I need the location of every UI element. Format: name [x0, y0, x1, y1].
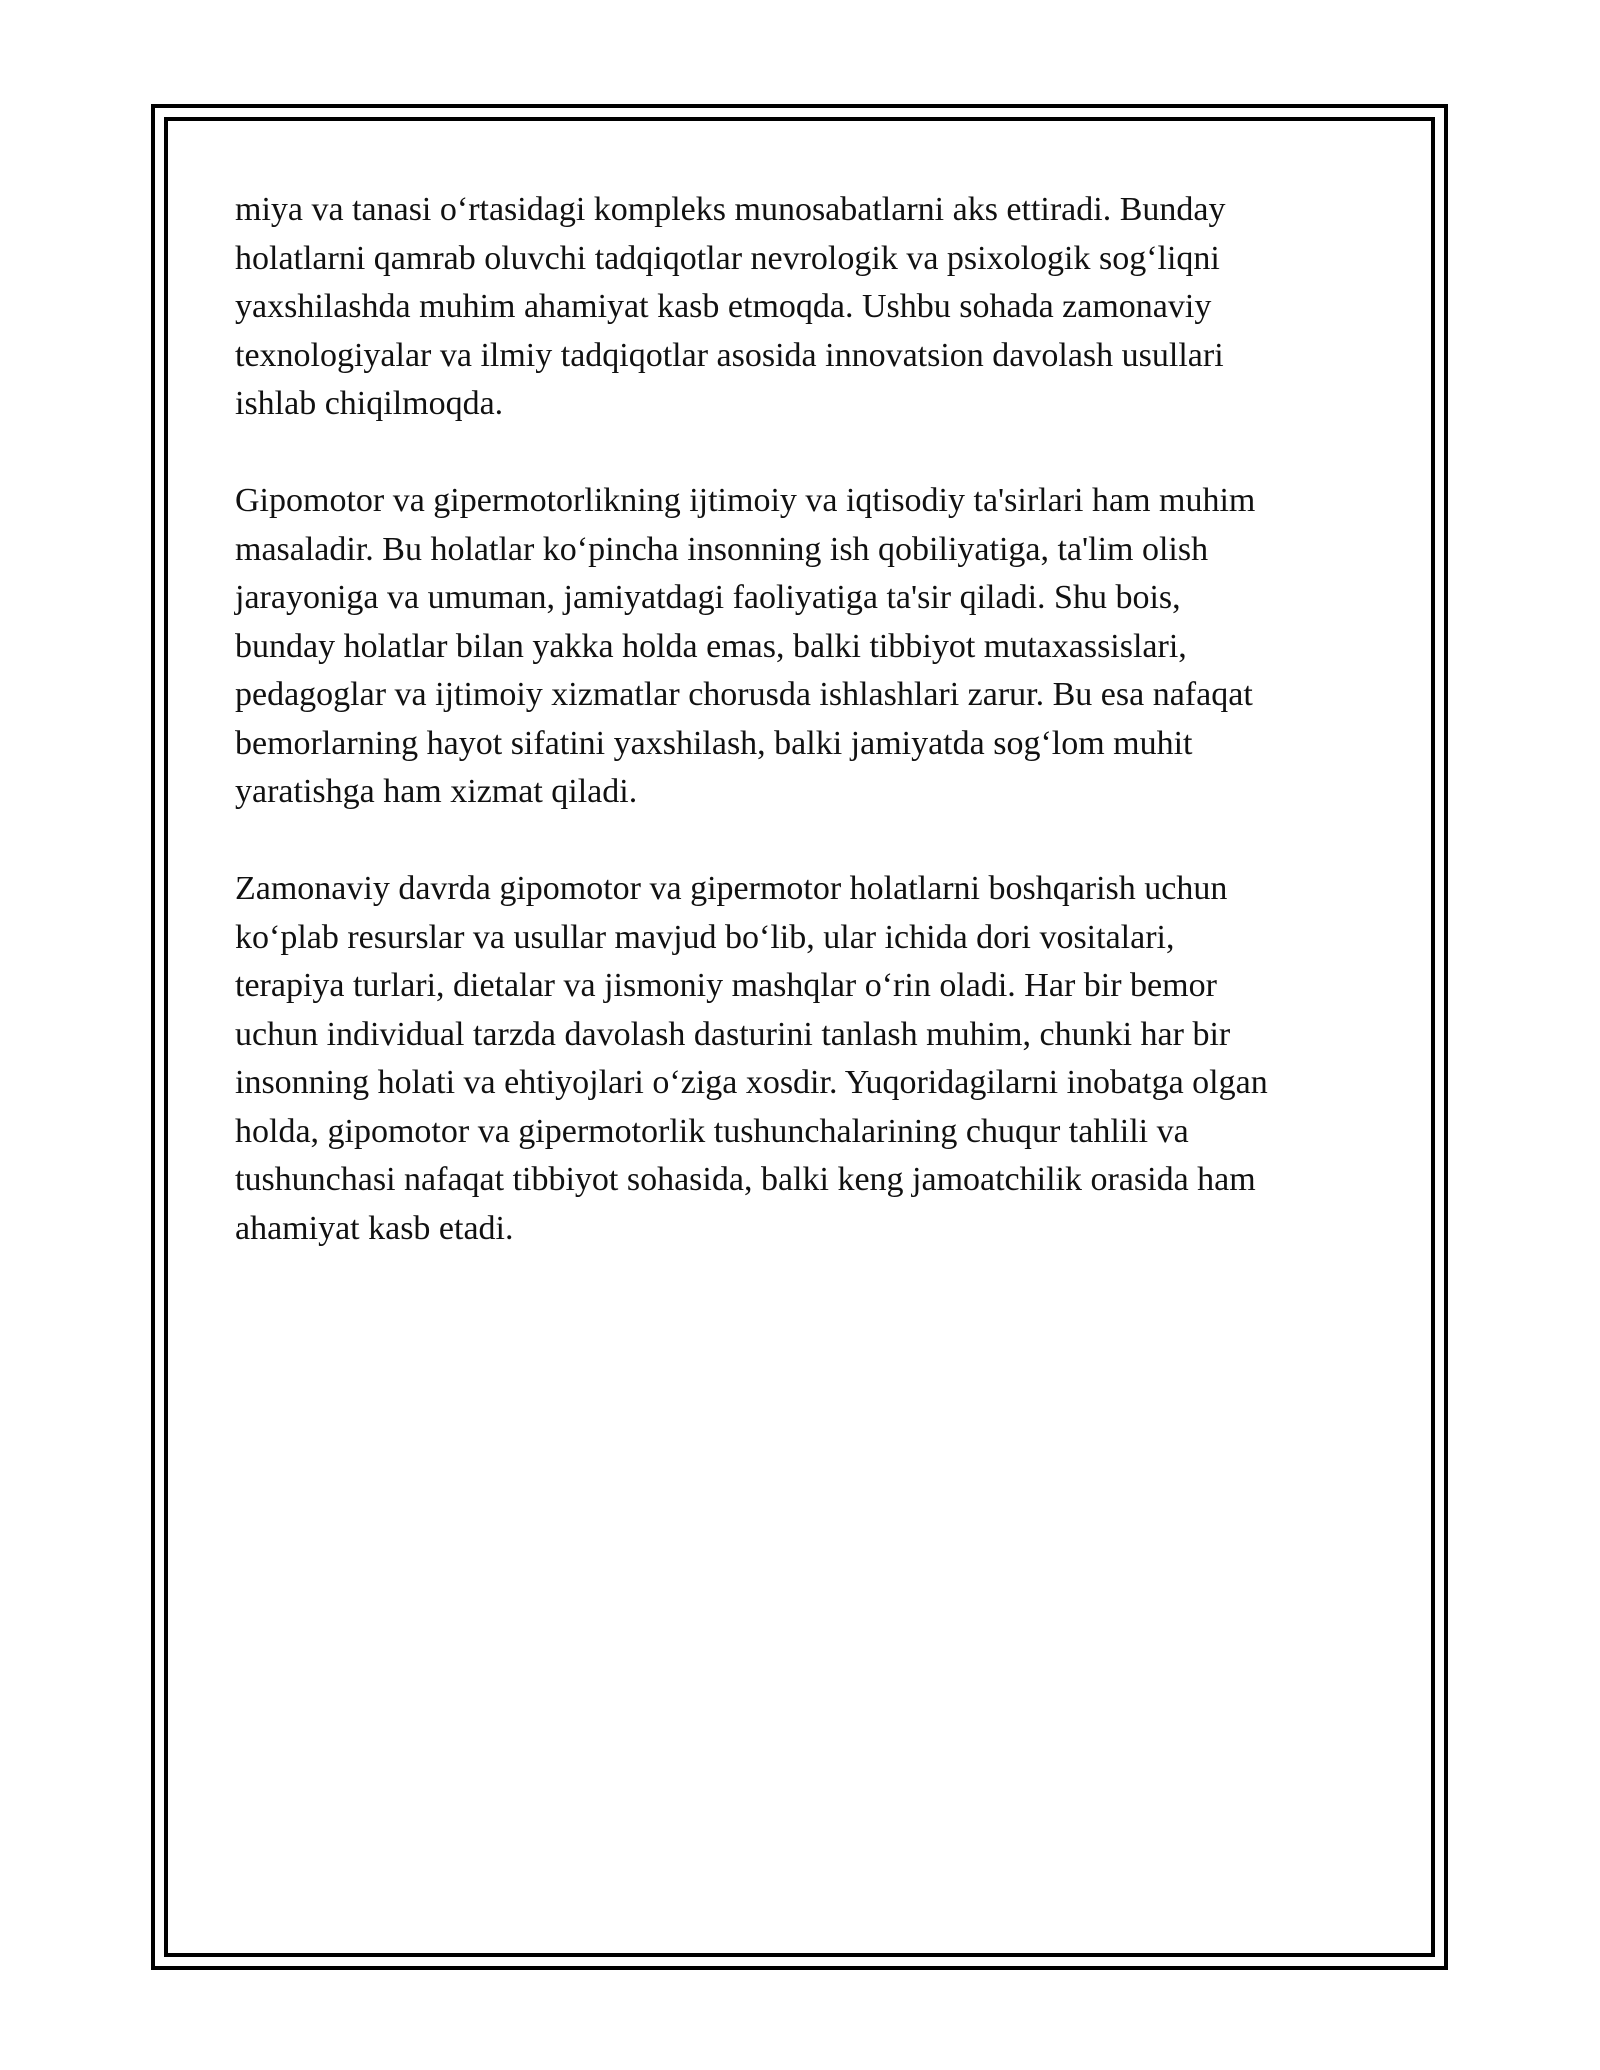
paragraph-3	[235, 865, 1365, 1253]
text-line: pedagoglar va ijtimoiy xizmatlar chorusda ishlashlari zarur. Bu esa nafaqat	[235, 676, 1253, 713]
text-line: texnologiyalar va ilmiy tadqiqotlar asosida innovatsion davolash usullari	[235, 336, 1224, 374]
text-line: uchun individual tarzda davolash dasturini tanlash muhim, chunki har bir	[235, 1015, 1231, 1053]
text-line: Gipomotor va gipermotorlikning ijtimoiy va iqtisodiy ta'sirlari ham muhim	[235, 482, 1256, 519]
paragraph-2	[235, 477, 1365, 817]
text-line: masaladir. Bu holatlar ko‘pincha insonning ish qobiliyatiga, ta'lim olish	[235, 530, 1209, 568]
paragraph-1	[235, 186, 1365, 429]
text-line: bemorlarning hayot sifatini yaxshilash, balki jamiyatda sog‘lom muhit	[235, 724, 1193, 762]
text-line: insonning holati va ehtiyojlari o‘ziga xosdir. Yuqoridagilarni inobatga olgan	[235, 1064, 1268, 1101]
text-line: ishlab chiqilmoqda.	[235, 385, 504, 422]
text-line: holda, gipomotor va gipermotorlik tushunchalarining chuqur tahlili va	[235, 1112, 1189, 1150]
text-line: Zamonaviy davrda gipomotor va gipermotor holatlarni boshqarish uchun	[235, 870, 1228, 907]
document-body	[235, 186, 1365, 1302]
text-line: miya va tanasi o‘rtasidagi kompleks munosabatlarni aks ettiradi. Bunday	[235, 191, 1226, 228]
text-line: holatlarni qamrab oluvchi tadqiqotlar nevrologik va psixologik sog‘liqni	[235, 239, 1220, 277]
text-line: ko‘plab resurslar va usullar mavjud bo‘lib, ular ichida dori vositalari,	[235, 918, 1175, 956]
text-line: yaxshilashda muhim ahamiyat kasb etmoqda. Ushbu sohada zamonaviy	[235, 288, 1212, 325]
text-line: bunday holatlar bilan yakka holda emas, balki tibbiyot mutaxassislari,	[235, 627, 1187, 665]
text-line: yaratishga ham xizmat qiladi.	[235, 773, 638, 810]
text-line: ahamiyat kasb etadi.	[235, 1209, 514, 1247]
text-line: tushunchasi nafaqat tibbiyot sohasida, balki keng jamoatchilik orasida ham	[235, 1161, 1256, 1198]
text-line: jarayoniga va umuman, jamiyatdagi faoliyatiga ta'sir qiladi. Shu bois,	[235, 579, 1181, 616]
text-line: terapiya turlari, dietalar va jismoniy mashqlar o‘rin oladi. Har bir bemor	[235, 967, 1217, 1004]
